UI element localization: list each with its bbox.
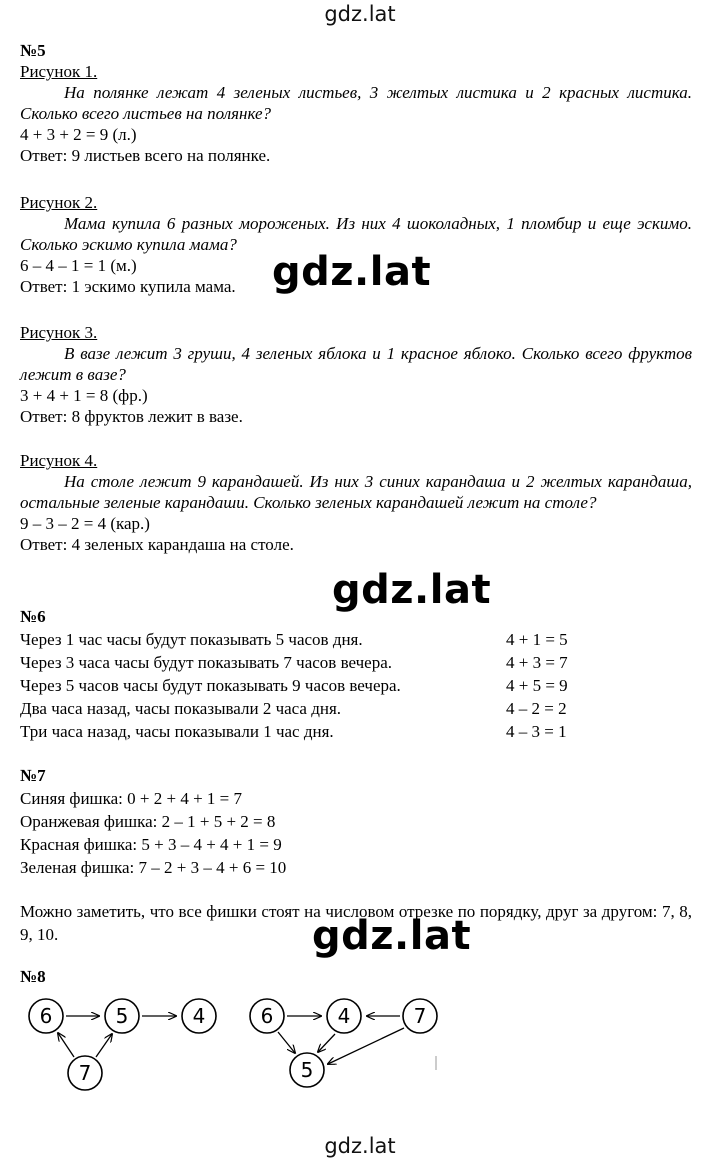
graph2-arrow xyxy=(278,1032,295,1053)
solution-line: 9 – 3 – 2 = 4 (кар.) xyxy=(20,514,150,533)
clock-row xyxy=(20,721,692,744)
chip-line: Синяя фишка: 0 + 2 + 4 + 1 = 7 xyxy=(20,789,242,808)
clock-statement: Через 1 час часы будут показывать 5 часов дня. xyxy=(20,630,363,649)
task-heading: №7 xyxy=(20,766,46,785)
graph2-node-label: 7 xyxy=(413,1004,427,1028)
clock-statement: Три часа назад, часы показывали 1 час дня. xyxy=(20,722,334,741)
task-5 xyxy=(20,40,692,166)
graph1-node-label: 5 xyxy=(115,1004,129,1028)
graph2-arrow xyxy=(318,1034,335,1052)
task-heading: №6 xyxy=(20,607,46,626)
figure-label: Рисунок 3. xyxy=(20,323,98,342)
graph2-node-label: 4 xyxy=(337,1004,351,1028)
problem-text: Мама купила 6 разных мороженых. Из них 4 шоколадных, 1 пломбир и еще эскимо. Сколько эскимо купила мама? xyxy=(20,214,692,254)
watermark-bottom: gdz.lat xyxy=(324,1134,396,1158)
chip-line: Зеленая фишка: 7 – 2 + 3 – 4 + 6 = 10 xyxy=(20,858,287,877)
graph1-arrow xyxy=(58,1033,74,1057)
clock-row xyxy=(20,675,692,698)
clock-row xyxy=(20,698,692,721)
clock-equation: 4 + 3 = 7 xyxy=(506,653,568,672)
solution-line: 4 + 3 + 2 = 9 (л.) xyxy=(20,125,137,144)
clock-statement: Через 3 часа часы будут показывать 7 часов вечера. xyxy=(20,653,393,672)
problem-text: На столе лежит 9 карандашей. Из них 3 синих карандаша и 2 желтых карандаша, остальные зеленые карандаши. Сколько зеленых карандашей лежит на столе? xyxy=(20,472,692,512)
number-graphs xyxy=(0,990,720,1130)
clock-statement: Два часа назад, часы показывали 2 часа дня. xyxy=(20,699,342,718)
answer-line: Ответ: 4 зеленых карандаша на столе. xyxy=(20,535,294,554)
graph1-node-label: 7 xyxy=(78,1061,92,1085)
problem-text: В вазе лежит 3 груши, 4 зеленых яблока и 1 красное яблоко. Сколько всего фруктов лежит в вазе? xyxy=(20,344,692,384)
watermark-large: gdz.lat xyxy=(312,913,472,959)
clock-equation: 4 + 1 = 5 xyxy=(506,630,568,649)
answer-line: Ответ: 8 фруктов лежит в вазе. xyxy=(20,407,243,426)
graph1-node-label: 4 xyxy=(192,1004,206,1028)
clock-equation: 4 – 3 = 1 xyxy=(506,722,567,741)
graph1-node-label: 6 xyxy=(39,1004,53,1028)
figure-label: Рисунок 2. xyxy=(20,193,98,212)
graph2-node-label: 5 xyxy=(300,1058,314,1082)
graph1-arrow xyxy=(96,1034,112,1057)
solution-line: 6 – 4 – 1 = 1 (м.) xyxy=(20,256,137,275)
watermark-top: gdz.lat xyxy=(324,2,396,26)
solution-line: 3 + 4 + 1 = 8 (фр.) xyxy=(20,386,148,405)
task-5-figure-3 xyxy=(20,322,692,427)
task-heading: №8 xyxy=(20,967,46,986)
graph2-arrow xyxy=(328,1028,404,1064)
graph-1 xyxy=(29,999,216,1090)
task-8 xyxy=(20,966,692,987)
problem-text: На полянке лежат 4 зеленых листьев, 3 желтых листика и 2 красных листика. Сколько всего листьев на полянке? xyxy=(20,83,692,123)
clock-equation: 4 + 5 = 9 xyxy=(506,676,568,695)
chip-line: Оранжевая фишка: 2 – 1 + 5 + 2 = 8 xyxy=(20,812,276,831)
clock-statement: Через 5 часов часы будут показывать 9 часов вечера. xyxy=(20,676,401,695)
watermark-large: gdz.lat xyxy=(332,567,492,613)
answer-line: Ответ: 9 листьев всего на полянке. xyxy=(20,146,271,165)
chip-note: Можно заметить, что все фишки стоят на числовом отрезке по порядку, друг за другом: 7, 8, 9, 10. xyxy=(20,902,692,944)
figure-label: Рисунок 4. xyxy=(20,451,98,470)
answer-line: Ответ: 1 эскимо купила мама. xyxy=(20,277,236,296)
task-6 xyxy=(20,606,692,744)
watermark-large: gdz.lat xyxy=(272,249,432,295)
figure-label: Рисунок 1. xyxy=(20,62,98,81)
chip-line: Красная фишка: 5 + 3 – 4 + 4 + 1 = 9 xyxy=(20,835,282,854)
clock-row xyxy=(20,629,692,652)
task-heading: №5 xyxy=(20,41,46,60)
clock-equation: 4 – 2 = 2 xyxy=(506,699,567,718)
clock-row xyxy=(20,652,692,675)
graph2-node-label: 6 xyxy=(260,1004,274,1028)
task-5-figure-4 xyxy=(20,450,692,555)
graph-2 xyxy=(250,999,437,1087)
